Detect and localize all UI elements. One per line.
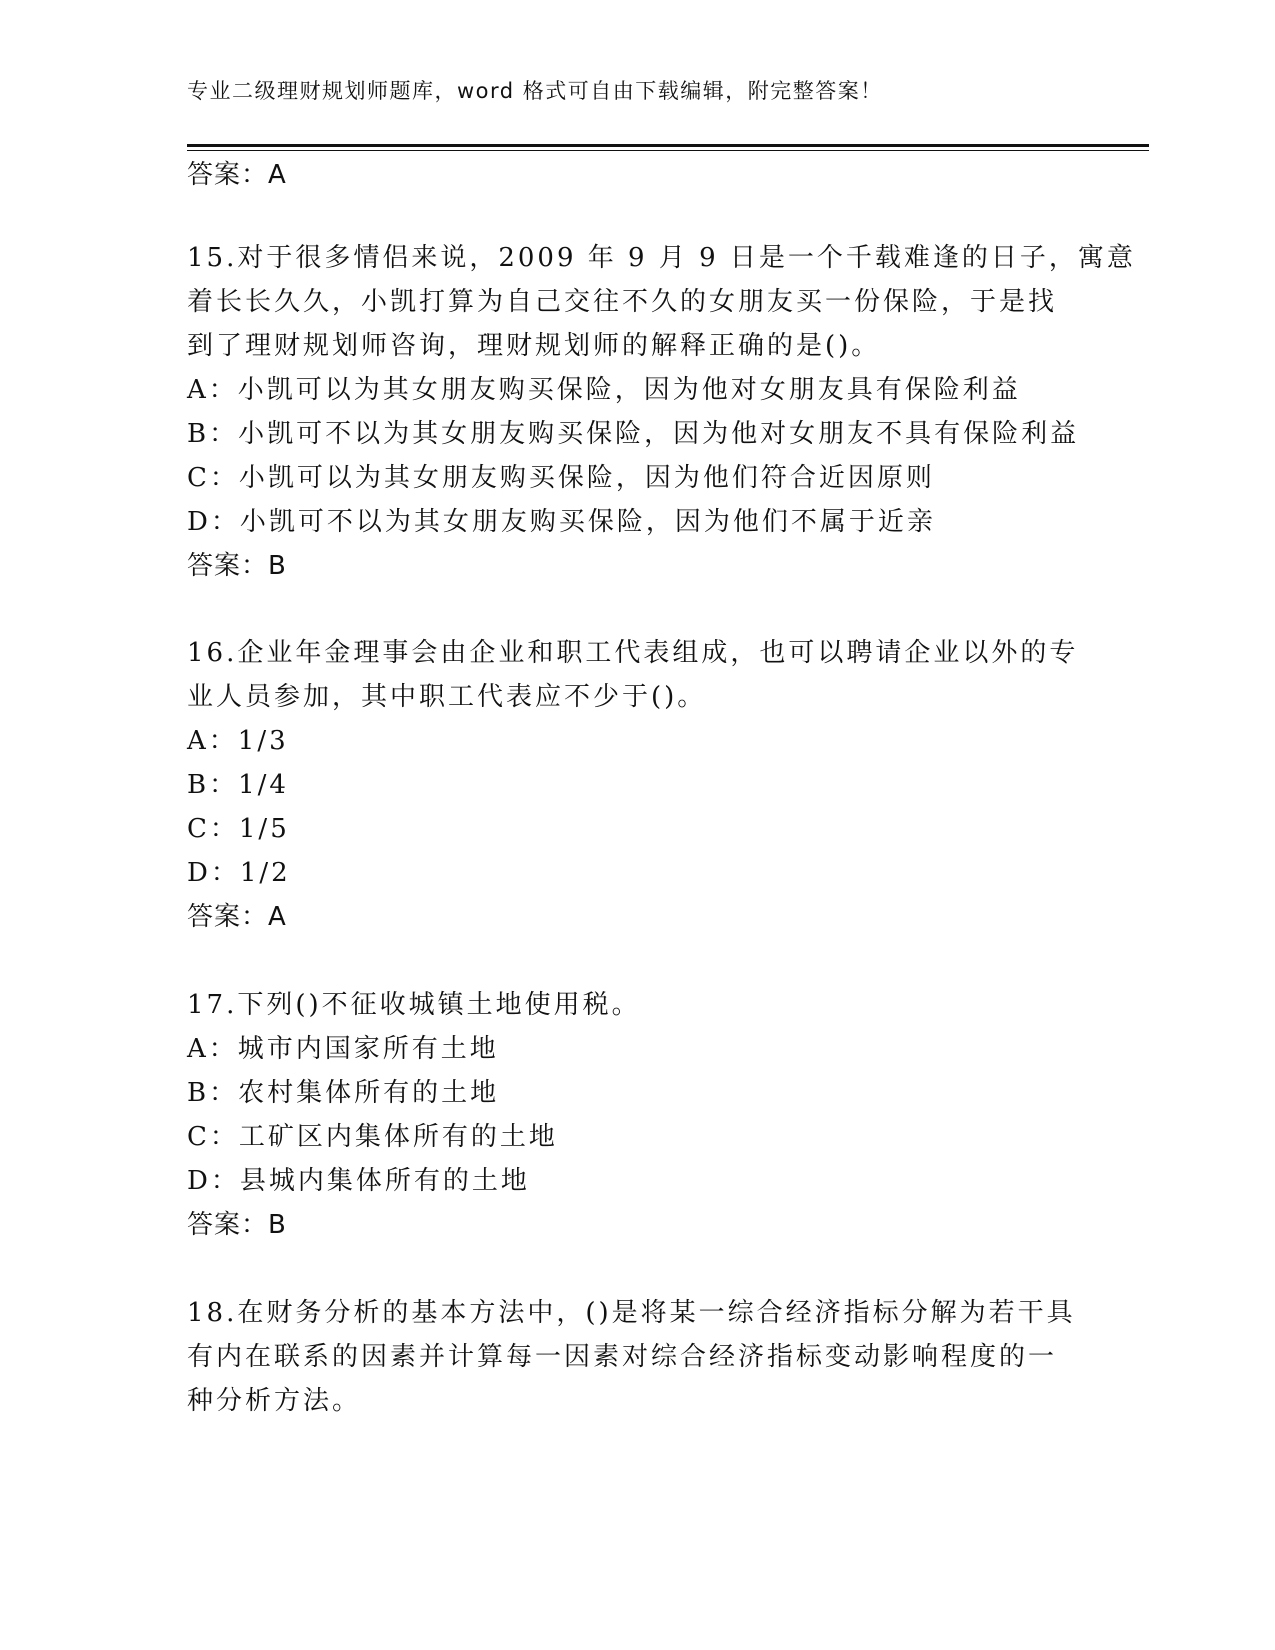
q17-option-b: B：农村集体所有的土地 <box>187 1078 500 1108</box>
page-header: 专业二级理财规划师题库，word 格式可自由下载编辑，附完整答案！ <box>187 79 883 103</box>
q15-option-d: D：小凯可不以为其女朋友购买保险，因为他们不属于近亲 <box>187 507 936 537</box>
q17-option-a: A：城市内国家所有土地 <box>187 1034 499 1064</box>
q15-stem-line-2: 着长长久久，小凯打算为自己交往不久的女朋友买一份保险，于是找 <box>187 287 1058 317</box>
q15-option-b: B：小凯可不以为其女朋友购买保险，因为他对女朋友不具有保险利益 <box>187 419 1080 449</box>
q18-stem-line-1: 18.在财务分析的基本方法中，()是将某一综合经济指标分解为若干具 <box>187 1298 1076 1328</box>
q17-option-d: D：县城内集体所有的土地 <box>187 1166 530 1196</box>
header-rule-thick <box>187 144 1149 147</box>
q17-option-c: C：工矿区内集体所有的土地 <box>187 1122 558 1152</box>
q15-stem-line-1: 15.对于很多情侣来说，2009 年 9 月 9 日是一个千载难逢的日子，寓意 <box>187 243 1136 273</box>
q16-stem-line-1: 16.企业年金理事会由企业和职工代表组成，也可以聘请企业以外的专 <box>187 638 1079 668</box>
q16-option-a: A：1/3 <box>187 726 289 756</box>
answer-prev: 答案：A <box>187 160 287 190</box>
q18-stem-line-3: 种分析方法。 <box>187 1386 362 1416</box>
q15-answer: 答案：B <box>187 551 287 581</box>
q18-stem-line-2: 有内在联系的因素并计算每一因素对综合经济指标变动影响程度的一 <box>187 1342 1058 1372</box>
q16-option-b: B：1/4 <box>187 770 289 800</box>
q16-option-d: D：1/2 <box>187 858 291 888</box>
header-rule-thin <box>187 150 1149 151</box>
q16-stem-line-2: 业人员参加，其中职工代表应不少于()。 <box>187 682 707 712</box>
q16-option-c: C：1/5 <box>187 814 290 844</box>
q15-option-c: C：小凯可以为其女朋友购买保险，因为他们符合近因原则 <box>187 463 935 493</box>
q16-answer: 答案：A <box>187 902 287 932</box>
q17-answer: 答案：B <box>187 1210 287 1240</box>
q17-stem-line-1: 17.下列()不征收城镇土地使用税。 <box>187 990 641 1020</box>
q15-option-a: A：小凯可以为其女朋友购买保险，因为他对女朋友具有保险利益 <box>187 375 1021 405</box>
q15-stem-line-3: 到了理财规划师咨询，理财规划师的解释正确的是()。 <box>187 331 881 361</box>
